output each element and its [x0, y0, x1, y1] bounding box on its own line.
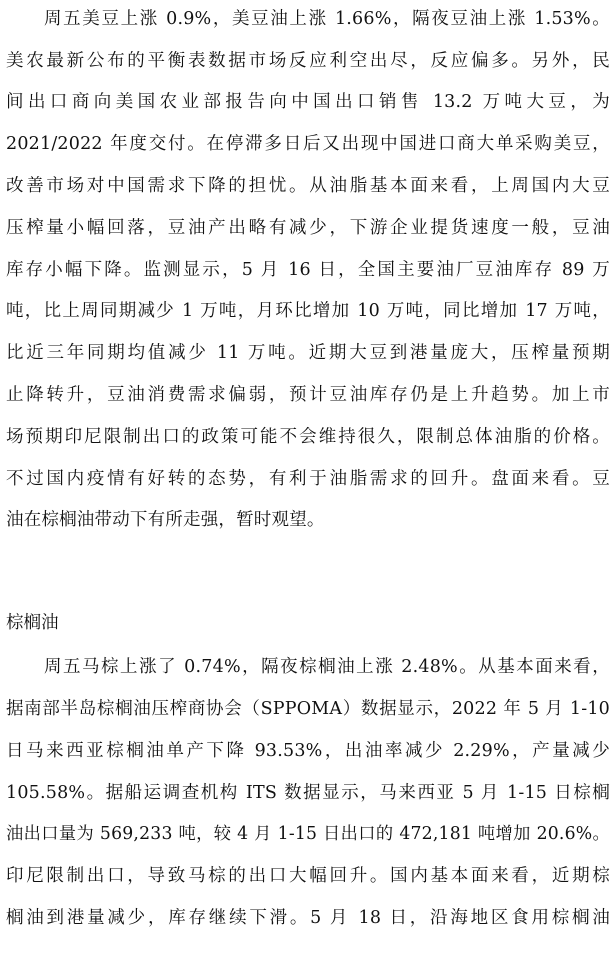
- soy-paragraph-line: 改善市场对中国需求下降的担忧。从油脂基本面来看，上周国内大豆: [6, 176, 610, 196]
- soy-paragraph-line: 2021/2022 年度交付。在停滞多日后又出现中国进口商大单采购美豆，: [6, 134, 610, 154]
- palm-paragraph-line: 油出口量为 569,233 吨，较 4 月 1-15 日出口的 472,181 吨增加 20.6%。: [6, 824, 610, 844]
- palm-paragraph-line: 榈油到港量减少，库存继续下滑。5 月 18 日，沿海地区食用棕榈油: [6, 908, 610, 928]
- soy-paragraph-line: 吨，比上周同期减少 1 万吨，月环比增加 10 万吨，同比增加 17 万吨，: [6, 301, 610, 321]
- palm-paragraph-line: 据南部半岛棕榈油压榨商协会（SPPOMA）数据显示，2022 年 5 月 1-10: [6, 699, 610, 719]
- soy-paragraph-line: 美农最新公布的平衡表数据市场反应利空出尽，反应偏多。另外，民: [6, 51, 610, 71]
- soy-paragraph-line: 场预期印尼限制出口的政策可能不会维持很久，限制总体油脂的价格。: [6, 427, 610, 447]
- soy-paragraph-line: 压榨量小幅回落，豆油产出略有减少，下游企业提货速度一般，豆油: [6, 218, 610, 238]
- palm-paragraph-line: 周五马棕上涨了 0.74%，隔夜棕榈油上涨 2.48%。从基本面来看，: [44, 657, 610, 677]
- soy-paragraph-line: 油在棕榈油带动下有所走强，暂时观望。: [6, 510, 325, 530]
- soy-paragraph-line: 比近三年同期均值减少 11 万吨。近期大豆到港量庞大，压榨量预期: [6, 343, 610, 363]
- palm-paragraph-line: 105.58%。据船运调查机构 ITS 数据显示，马来西亚 5 月 1-15 日棕榈: [6, 783, 610, 803]
- soy-paragraph-line: 间出口商向美国农业部报告向中国出口销售 13.2 万吨大豆，为: [6, 92, 610, 112]
- soy-paragraph-line: 止降转升，豆油消费需求偏弱，预计豆油库存仍是上升趋势。加上市: [6, 385, 610, 405]
- soy-paragraph-line: 周五美豆上涨 0.9%，美豆油上涨 1.66%，隔夜豆油上涨 1.53%。: [44, 9, 610, 29]
- palm-oil-heading: 棕榈油: [6, 613, 59, 633]
- palm-paragraph-line: 日马来西亚棕榈油单产下降 93.53%，出油率减少 2.29%，产量减少: [6, 741, 610, 761]
- soy-paragraph-line: 库存小幅下降。监测显示，5 月 16 日，全国主要油厂豆油库存 89 万: [6, 260, 610, 280]
- soy-paragraph-line: 不过国内疫情有好转的态势，有利于油脂需求的回升。盘面来看。豆: [6, 469, 610, 489]
- palm-paragraph-line: 印尼限制出口，导致马棕的出口大幅回升。国内基本面来看，近期棕: [6, 866, 610, 886]
